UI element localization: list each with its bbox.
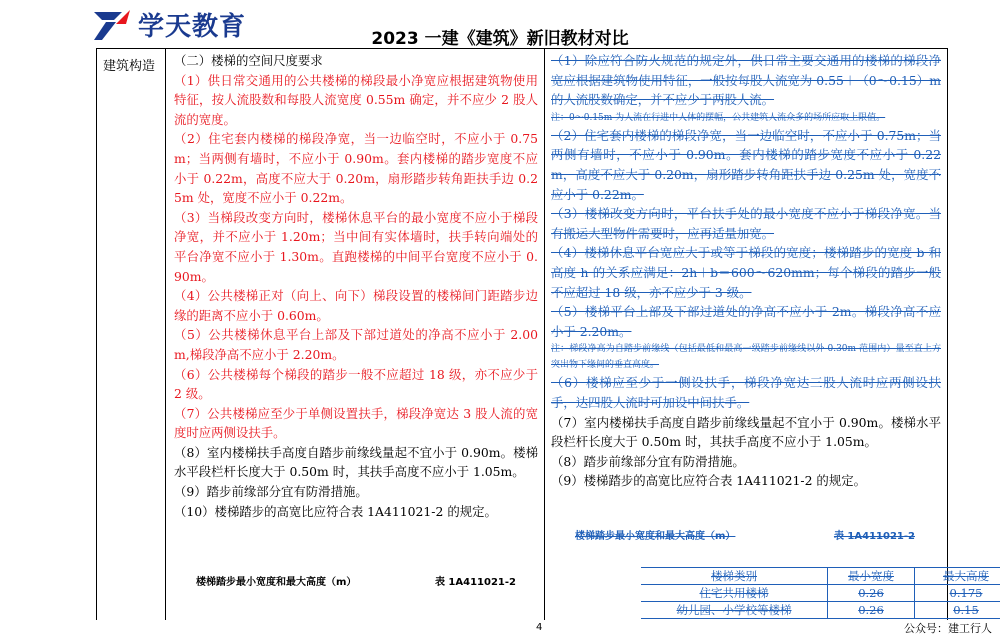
footer-credit: 公众号：建工行人	[904, 620, 992, 636]
table-cell: 0.26	[828, 585, 915, 602]
new-item: （7）公共楼梯应至少于单侧设置扶手，梯段净宽达 3 股人流的宽度时应两侧设扶手。	[166, 404, 544, 443]
new-item: （3）当梯段改变方向时，楼梯休息平台的最小宽度不应小于梯段净宽，并不应小于 1.20m；当中间有实体墙时，扶手转向端处的平台净宽不应小于 1.30m。直跑楼梯的中间平台宽度不应小于 0.90m。	[166, 208, 544, 286]
table-cell: 0.15	[915, 602, 1000, 619]
old-stair-table	[641, 567, 1000, 619]
category-label: 建筑构造	[97, 49, 165, 74]
table-header: 楼梯类别	[641, 568, 828, 585]
logo-text: 学天教育	[138, 6, 246, 43]
new-item: （1）供日常交通用的公共楼梯的梯段最小净宽应根据建筑物使用特征，按人流股数和每股人流宽度 0.55m 确定，并不应少 2 股人流的宽度。	[166, 71, 544, 130]
table-header: 最大高度	[915, 568, 1000, 585]
table-cell: 0.175	[915, 585, 1000, 602]
old-table-caption	[575, 527, 915, 542]
deleted-item: （5）楼梯平台上部及下部过道处的净高不应小于 2m。梯段净高不应小于 2.20m。	[545, 302, 947, 341]
unchanged-item: （7）室内楼梯扶手高度自踏步前缘线量起不宜小于 0.90m。楼梯水平段栏杆长度大于 0.50m 时，其扶手高度不应小于 1.05m。	[545, 413, 947, 452]
section-heading: （二）楼梯的空间尺度要求	[166, 49, 544, 71]
new-item: （2）住宅套内楼梯的梯段净宽，当一边临空时，不应小于 0.75m；当两侧有墙时，不应小于 0.90m。套内楼梯的踏步宽度不应小于 0.22m，高度不应大于 0.20m，扇形踏步转角距扶手边 0.25m 处，宽度不应小于 0.22m。	[166, 129, 544, 207]
old-table-caption-number: 表 1A411021-2	[834, 527, 915, 542]
document-title: 2023 一建《建筑》新旧教材对比	[0, 24, 1000, 49]
unchanged-item: （9）楼梯踏步的高宽比应符合表 1A411021-2 的规定。	[545, 471, 947, 491]
table-caption-number: 表 1A411021-2	[435, 573, 516, 588]
unchanged-item: （9）踏步前缘部分宜有防滑措施。	[166, 482, 544, 502]
deleted-item: （3）楼梯改变方向时，平台扶手处的最小宽度不应小于梯段净宽。当有搬运大型物件需要时，应再适量加宽。	[545, 204, 947, 243]
page-number: 4	[536, 622, 542, 633]
unchanged-item: （8）室内楼梯扶手高度自踏步前缘线量起不宜小于 0.90m。楼梯水平段栏杆长度大于 0.50m 时，其扶手高度不应小于 1.05m。	[166, 443, 544, 482]
unchanged-item: （10）楼梯踏步的高宽比应符合表 1A411021-2 的规定。	[166, 502, 544, 522]
old-table-caption-title: 楼梯踏步最小宽度和最大高度（m）	[575, 527, 735, 542]
table-cell: 幼儿园、小学校等楼梯	[641, 602, 828, 619]
deleted-item: （4）楼梯休息平台宽应大于或等于梯段的宽度；楼梯踏步的宽度 b 和高度 h 的关系应满足：2h＋b＝600～620mm；每个梯段的踏步一般不应超过 18 级，亦不应少于 3 级。	[545, 243, 947, 302]
deleted-note: 注：梯段净高为自踏步前缘线（包括最低和最高一级踏步前缘线以外 0.30m 范围内）量至直上方突出物下缘间的垂直高度。	[545, 341, 947, 373]
category-column	[97, 49, 166, 620]
new-item: （4）公共楼梯正对（向上、向下）梯段设置的楼梯间门距踏步边缘的距离不应小于 0.60m。	[166, 286, 544, 325]
new-item: （5）公共楼梯休息平台上部及下部过道处的净高不应小于 2.00m,梯段净高不应小于 2.20m。	[166, 325, 544, 364]
comparison-table	[96, 48, 948, 620]
table-caption	[196, 573, 516, 588]
table-row	[641, 585, 1000, 602]
table-caption-title: 楼梯踏步最小宽度和最大高度（m）	[196, 573, 356, 588]
new-item: （6）公共楼梯每个梯段的踏步一般不应超过 18 级，亦不应少于 2 级。	[166, 365, 544, 404]
table-cell: 0.26	[828, 602, 915, 619]
deleted-item: （6）楼梯应至少于一侧设扶手，梯段净宽达三股人流时应两侧设扶手，达四股人流时可加设中间扶手。	[545, 373, 947, 412]
table-header-row	[641, 568, 1000, 585]
new-edition-column	[166, 49, 545, 620]
deleted-item: （2）住宅套内楼梯的梯段净宽，当一边临空时，不应小于 0.75m；当两侧有墙时，不应小于 0.90m。套内楼梯的踏步宽度不应小于 0.22m，高度不应大于 0.20m，扇形踏步转角距扶手边 0.25m 处，宽度不应小于 0.22m。	[545, 126, 947, 204]
unchanged-item: （8）踏步前缘部分宜有防滑措施。	[545, 452, 947, 472]
deleted-note: 注：0～0.15m 为人流在行进中人体的摆幅，公共建筑人流众多的场所应取上限值。	[545, 110, 947, 126]
table-header: 最小宽度	[828, 568, 915, 585]
table-row	[641, 602, 1000, 619]
deleted-item: （1）除应符合防火规范的规定外，供日常主要交通用的楼梯的梯段净宽应根据建筑物使用特征，一般按每股人流宽为 0.55＋（0～0.15）m 的人流股数确定，并不应少于两股人流。	[545, 49, 947, 110]
table-cell: 住宅共用楼梯	[641, 585, 828, 602]
old-edition-column	[545, 49, 947, 620]
